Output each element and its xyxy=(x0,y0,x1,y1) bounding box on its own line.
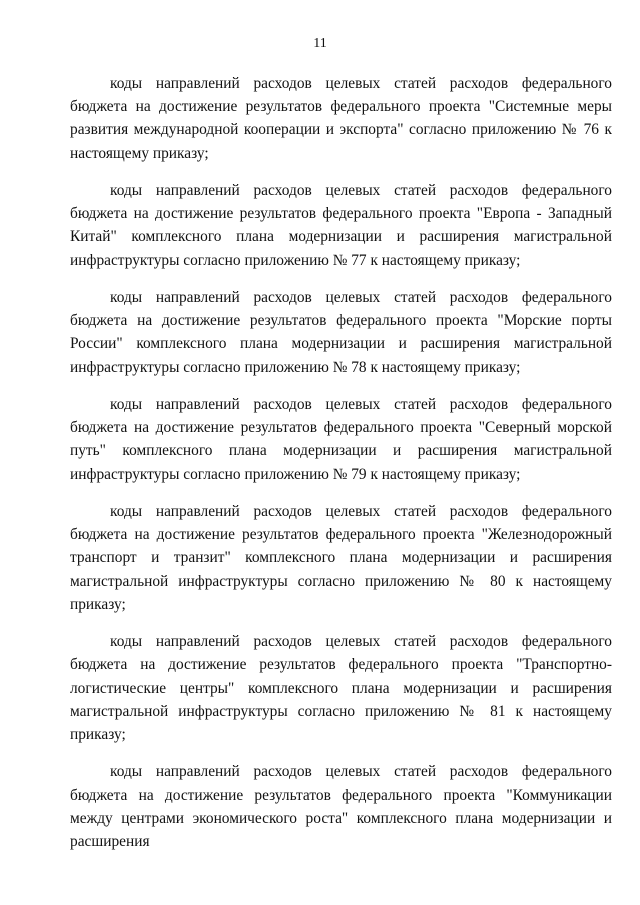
paragraph-annex-80: коды направлений расходов целевых статей расходов федерального бюджета на достижение результатов федерального проекта "Железнодорожный транспорт и транзит" комплексного плана модернизации и расширения магистральной инфраструктуры согласно приложению № 80 к настоящему приказу; xyxy=(70,503,612,613)
paragraph-annex-76: коды направлений расходов целевых статей расходов федерального бюджета на достижение результатов федерального проекта "Системные меры развития международной кооперации и экспорта" согласно приложению № 76 к настоящему приказу; xyxy=(70,75,612,162)
paragraph-annex-78: коды направлений расходов целевых статей расходов федерального бюджета на достижение результатов федерального проекта "Морские порты России" комплексного плана модернизации и расширения магистральной инфраструктуры согласно приложению № 78 к настоящему приказу; xyxy=(70,289,612,376)
paragraph-annex-77: коды направлений расходов целевых статей расходов федерального бюджета на достижение результатов федерального проекта "Европа - Западный Китай" комплексного плана модернизации и расширения магистральной инфраструктуры согласно приложению № 77 к настоящему приказу; xyxy=(70,182,612,269)
page-number: 11 xyxy=(313,36,327,51)
paragraph-annex-81: коды направлений расходов целевых статей расходов федерального бюджета на достижение результатов федерального проекта "Транспортно-логистические центры" комплексного плана модернизации и расширения магистральной инфраструктуры согласно приложению № 81 к настоящему приказу; xyxy=(70,633,612,744)
paragraph-annex-79: коды направлений расходов целевых статей расходов федерального бюджета на достижение результатов федерального проекта "Северный морской путь" комплексного плана модернизации и расширения магистральной инфраструктуры согласно приложению № 79 к настоящему приказу; xyxy=(70,396,612,483)
paragraph-continued: коды направлений расходов целевых статей расходов федерального бюджета на достижение результатов федерального проекта "Коммуникации между центрами экономического роста" комплексного плана модернизации и расширения xyxy=(70,763,612,851)
document-body xyxy=(70,72,612,853)
